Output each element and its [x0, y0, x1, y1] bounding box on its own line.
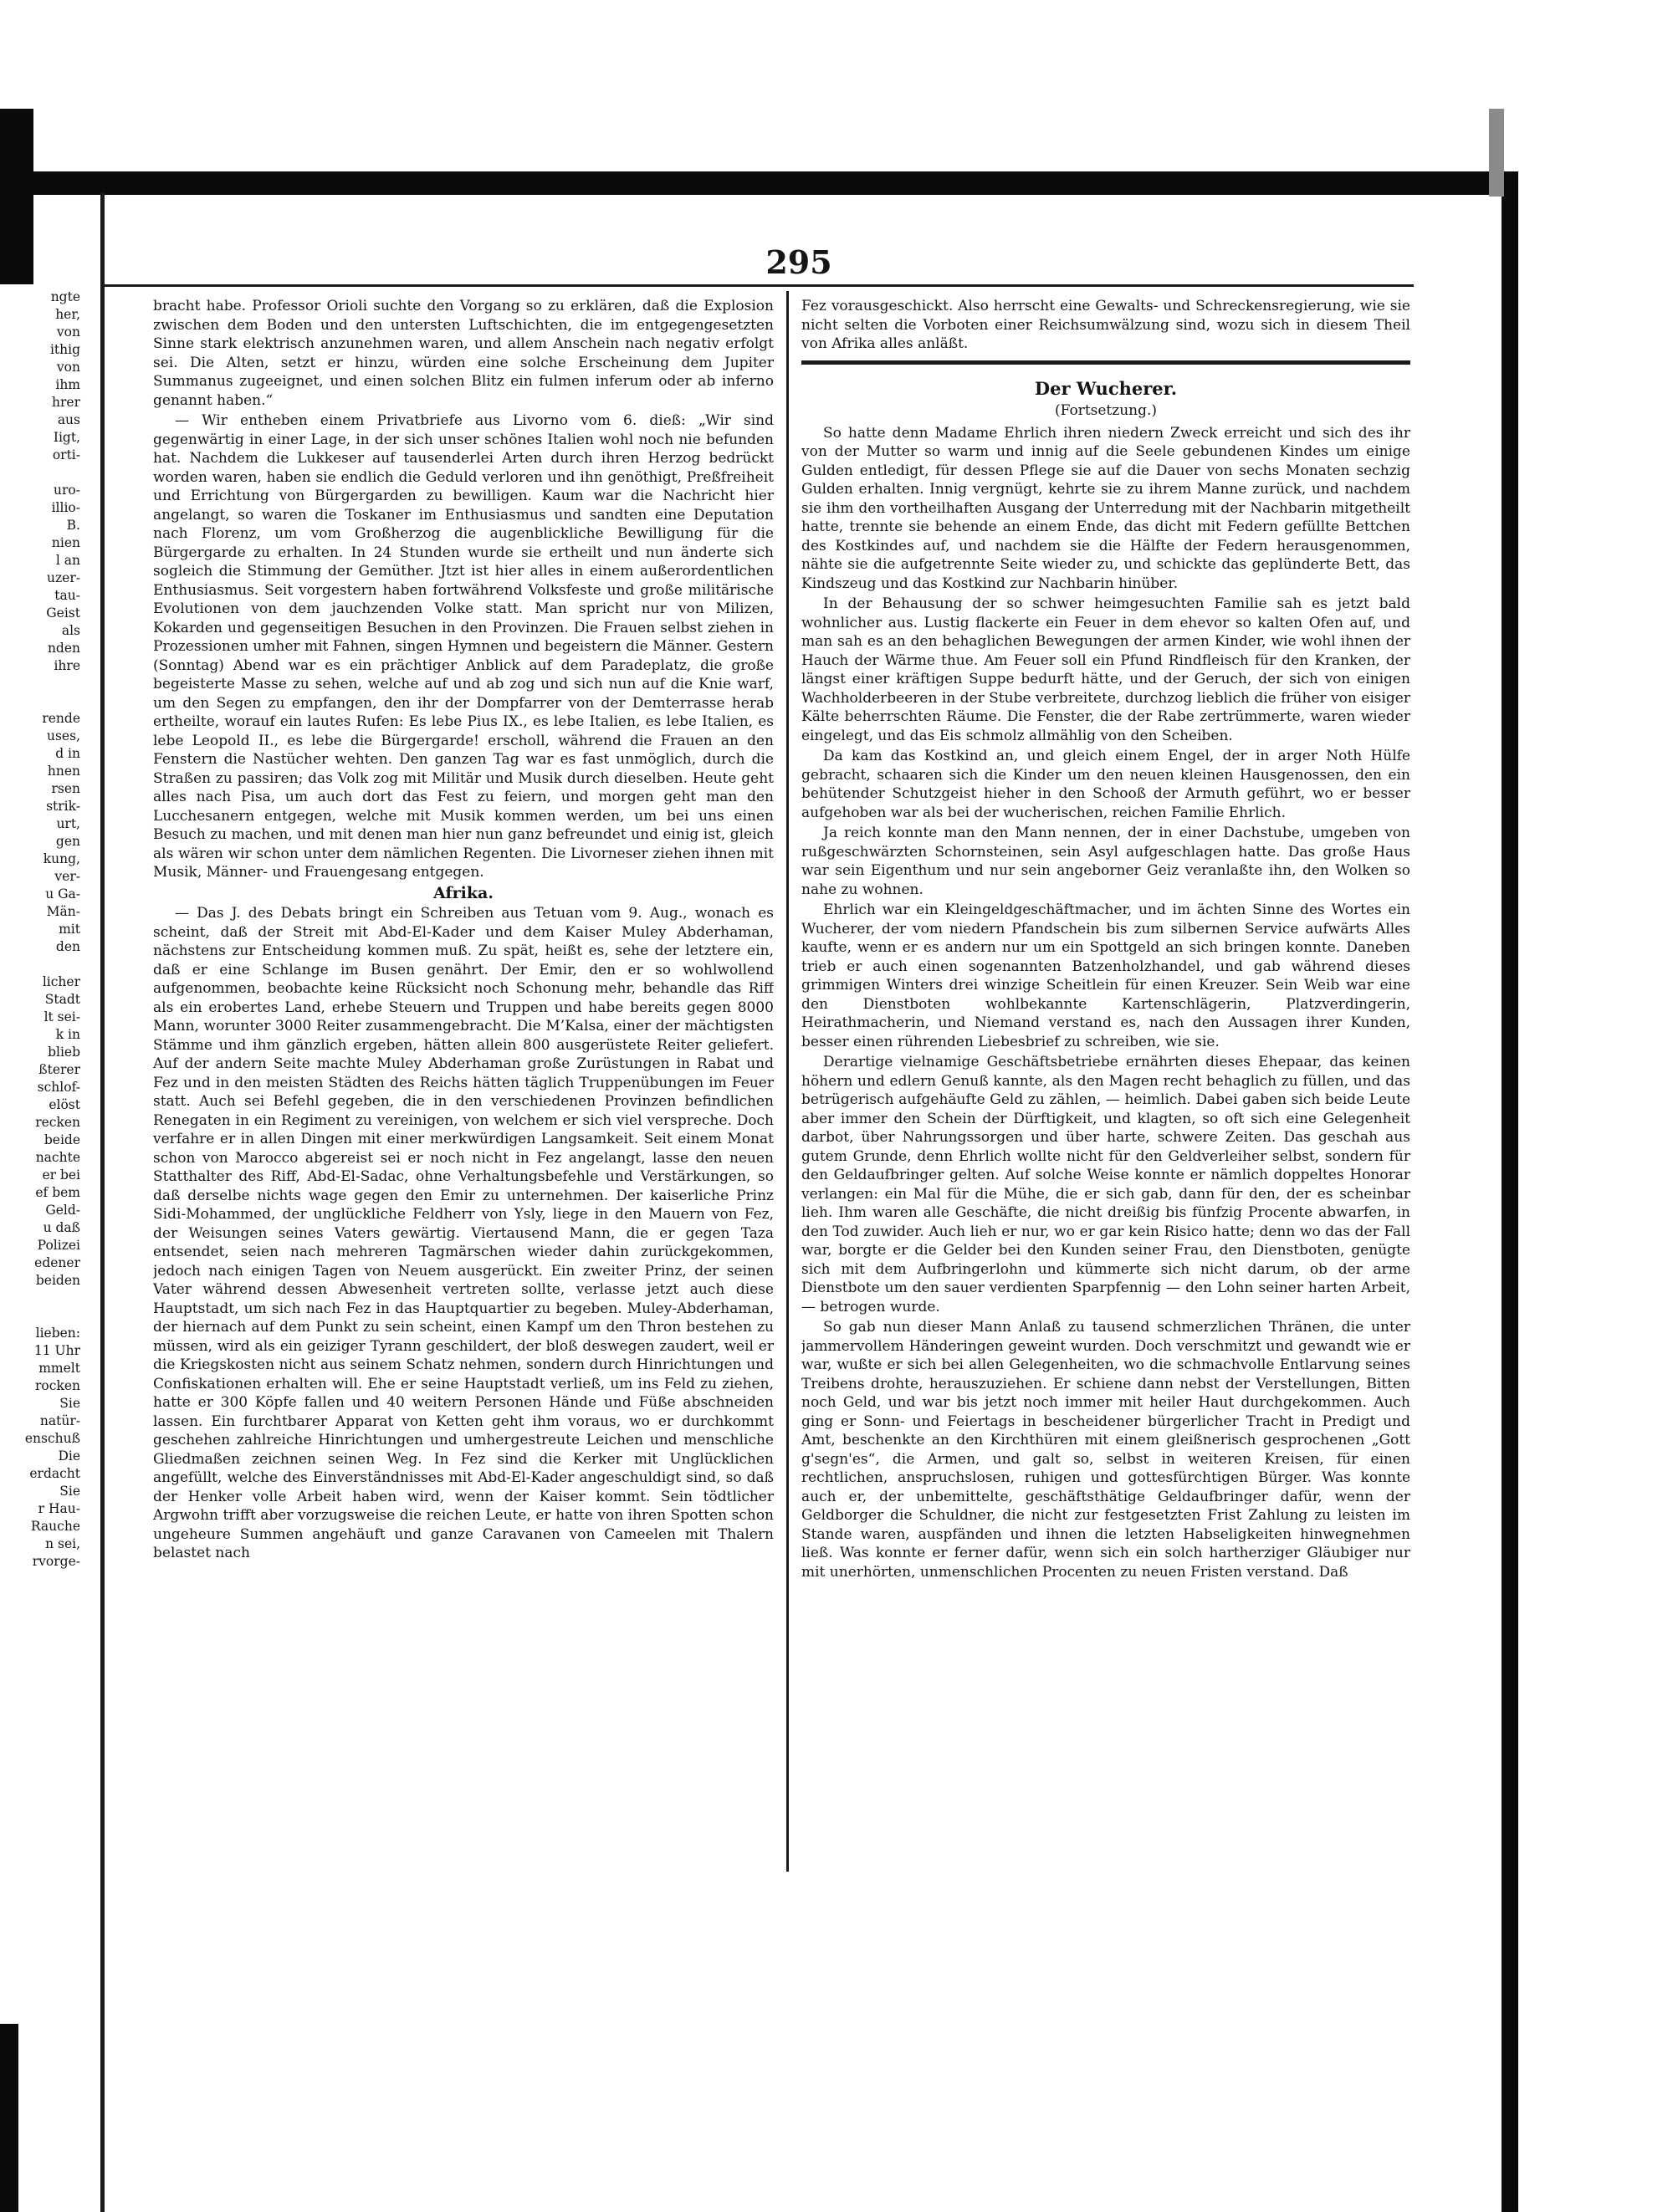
previous-page-fragment: ver-	[54, 869, 80, 884]
paragraph-orioli: bracht habe. Professor Orioli suchte den Vorgang so zu erklären, daß die Explosion zwischen dem Boden und den untersten Luftschichten, die im entgegengesetzten Sinne stark elektrisch anzunehmen waren, und allem Anschein nach negativ erfolgt sei. Die Alten, setzt er hinzu, würden eine solche Erscheinung dem Jupiter Summanus zugeeignet, und einen solchen Blitz ein fulmen inferum oder ab inferno genannt haben.“	[153, 298, 774, 409]
scan-edge-right	[1502, 188, 1518, 2212]
previous-page-fragment: orti-	[52, 447, 80, 462]
previous-page-fragment: mmelt	[38, 1361, 80, 1376]
story-paragraph: So hatte denn Madame Ehrlich ihren niedern Zweck erreicht und sich des ihr von der Mutter so warm und innig auf die Seele gebundenen Kindes um einige Gulden entledigt, für dessen Pflege sie auf die Dauer von sechs Monaten sechzig Gulden erhalten. Innig vergnügt, kehrte sie zu ihrem Manne zurück, und nachdem sie ihm den vortheilhaften Ausgang der Unterredung mit der Nachbarin mitgetheilt hatte, trennte sie behende an einem Ende, das dicht mit Federn gefüllte Bettchen des Kostkindes auf, und nachdem sie die Hälfte der Federn herausgenommen, nähte sie die aufgetrennte Seite wieder zu, und schickte das geplünderte Bett, das Kindszeug und das Kostkind zur Nachbarin hinüber.	[801, 424, 1410, 592]
previous-page-fragment: ef bem	[35, 1185, 80, 1200]
previous-page-fragment: Rauche	[30, 1519, 80, 1534]
previous-page-fragment: hrer	[52, 395, 80, 410]
story-paragraph: Derartige vielnamige Geschäftsbetriebe ernährten dieses Ehepaar, das keinen höhern und edlern Genuß kannte, als den Magen recht behaglich zu füllen, und das betrügerisch aufgehäufte Geld zu zählen, — heimlich. Dabei gaben sich beide Leute aber immer den Schein der Dürftigkeit, und klagten, so oft sich eine Gelegenheit darbot, über Nahrungssorgen und über harte, schwere Zeiten. Das geschah aus gutem Grunde, denn Ehrlich wollte nicht für den Geldverleiher selbst, sondern für den Geldaufbringer gelten. Auf solche Weise konnte er nämlich doppeltes Honorar verlangen: ein Mal für die Mühe, die er sich gab, dann für den, der es scheinbar lieh. Ihm waren alle Geschäfte, die nicht dreißig bis fünfzig Procente abwarfen, in den Tod zuwider. Auch lieh er nur, wo er gar kein Risico hatte; denn wo das der Fall war, borgte er die Gelder bei den Kunden seiner Frau, den Dienstboten, genügte sich mit dem Aufbringerlohn und kümmerte sich nicht darum, ob der arme Dienstbote um den sauer verdienten Sparpfennig — den Lohn seiner harten Arbeit, — betrogen wurde.	[801, 1054, 1410, 1315]
previous-page-fragment: tau-	[54, 588, 80, 603]
previous-page-fragment: urt,	[56, 816, 80, 831]
previous-page-fragment: mit	[59, 922, 80, 937]
previous-page-fragment: rocken	[35, 1378, 80, 1393]
previous-page-fragment: Sie	[59, 1484, 80, 1499]
previous-page-fragment: erdacht	[29, 1466, 80, 1481]
previous-page-fragment: von	[56, 360, 80, 375]
scan-edge-top	[33, 171, 1518, 195]
story-paragraph: In der Behausung der so schwer heimgesuchten Familie sah es jetzt bald wohnlicher aus. Lustig flackerte ein Feuer in dem ehevor so kalten Ofen auf, und man sah es an den behaglichen Bewegungen der armen Kinder, wie wohl ihnen der Hauch der Wärme thue. Am Feuer soll ein Pfund Rindfleisch für den Kranken, der längst einer kräftigen Suppe bedurft hätte, und der Geruch, der sich von einigen Wachholderbeeren in der Stube verbreitete, durchzog lieblich die früher von eisiger Kälte beherrschten Räume. Die Fenster, die der Rabe zertrümmerte, waren wieder eingelegt, und das Eis schmolz allmählig von den Scheiben.	[801, 595, 1410, 744]
previous-page-fragment: rsen	[51, 781, 80, 796]
previous-page-fragment: nachte	[35, 1150, 80, 1165]
previous-page-fragment: enschuß	[24, 1431, 80, 1446]
section-divider	[801, 360, 1410, 365]
previous-page-fragment: B.	[66, 518, 80, 533]
previous-page-fragment: hnen	[47, 764, 80, 779]
previous-page-fragment: k in	[55, 1027, 80, 1042]
previous-page-fragment: Stadt	[44, 992, 80, 1007]
previous-page-fragment	[0, 675, 84, 692]
previous-page-fragment: beiden	[35, 1273, 80, 1288]
right-column	[801, 297, 1410, 1869]
scan-edge-right-gray	[1489, 109, 1504, 197]
story-title: Der Wucherer.	[1034, 377, 1178, 399]
previous-page-fragment: recken	[35, 1115, 80, 1130]
previous-page-fragment: lt sei-	[43, 1009, 80, 1024]
previous-page-fragment: den	[55, 939, 80, 954]
previous-page-fragment: beide	[43, 1132, 80, 1147]
previous-page-fragment: er bei	[42, 1167, 80, 1183]
previous-page-fragment	[0, 1290, 84, 1307]
previous-page-fragment: ngte	[50, 289, 80, 304]
previous-page-fragment: edener	[34, 1255, 80, 1270]
story-subtitle: (Fortsetzung.)	[1054, 402, 1158, 419]
previous-page-fragment: ihre	[54, 658, 80, 673]
previous-page-fragment: von	[56, 324, 80, 340]
scan-edge-top-left	[0, 109, 33, 284]
previous-page-fragment: u Ga-	[45, 886, 80, 902]
previous-page-fragment: aus	[57, 412, 80, 427]
gutter-rule-left	[100, 192, 105, 2212]
previous-page-fragment: u daß	[43, 1220, 80, 1235]
scan-edge-bottom-left	[0, 2024, 18, 2212]
previous-page-fragment: ithig	[49, 342, 80, 357]
previous-page-fragment: l an	[55, 553, 80, 568]
previous-page-fragment: rende	[42, 711, 80, 726]
previous-page-fragment: Polizei	[37, 1238, 80, 1253]
previous-page-fragment: uzer-	[47, 570, 80, 585]
previous-page-fragment: schlof-	[37, 1080, 80, 1095]
paragraph-livorno: — Wir entheben einem Privatbriefe aus Livorno vom 6. dieß: „Wir sind gegenwärtig in einer Lage, in der sich unser schönes Italien wohl noch nie befunden hat. Nachdem die Lukkeser auf tausenderlei Arten durch ihren Herzog bedrückt worden waren, haben sie endlich die Geduld verloren und ihn genöthigt, Preßfreiheit und Errichtung von Bürgergarden zu bewilligen. Kaum war die Nachricht hier angelangt, so waren die Toskaner im Enthusiasmus und sandten eine Deputation nach Florenz, um vom Großherzog die augenblickliche Bewilligung für die Bürgergarde zu erhalten. In 24 Stunden wurde sie ertheilt und nun änderte sich sogleich die Stimmung der Gemüther. Jtzt ist hier alles in einem außerordentlichen Enthusiasmus. Seit vorgestern haben fortwährend Volksfeste und große militärische Evolutionen von dem jauchzenden Volke statt. Man spricht nur von Milizen, Kokarden und gegenseitigen Besuchen in den Provinzen. Die Frauen selbst ziehen in Prozessionen umher mit Fahnen, singen Hymnen und begeistern die Männer. Gestern (Sonntag) Abend war es ein prächtiger Anblick auf dem Paradeplatz, die große begeisterte Masse zu sehen, welche auf und ab zog und sich nun auf die Knie warf, um den Segen zu empfangen, den ihr der Dompfarrer von der Demterrasse herab ertheilte, worauf ein lautes Rufen: Es lebe Pius IX., es lebe Italien, es lebe Italien, es lebe Leopold II., es lebe die Bürgergarde! erscholl, während die Frauen an den Fenstern die Nastücher wehten. Den ganzen Tag war es fast unmöglich, durch die Straßen zu passiren; das Volk zog mit Militär und Musik durch dieselben. Heute geht alles nach Pisa, um auch dort das Fest zu feiern, und morgen geht man den Lucchesanern entgegen, welche mit Musik kommen werden, um bei uns einen Besuch zu machen, und mit denen man hier nun ganz befreundet und einig ist, gleich als wären wir schon unter dem nämlichen Regenten. Die Livorneser ziehen ihnen mit Musik, Männer- und Frauengesang entgegen.	[153, 412, 774, 881]
previous-page-fragment: Geist	[46, 605, 80, 621]
previous-page-fragment: licher	[42, 974, 80, 989]
left-column	[153, 297, 774, 1869]
story-paragraph: So gab nun dieser Mann Anlaß zu tausend schmerzlichen Thränen, die unter jammervollem Händeringen geweint wurden. Doch verschmitzt und gewandt wie er war, wußte er sich bei allen Gelegenheiten, wo die schmachvolle Entlarvung seines Treibens drohte, herauszuziehen. Er schiene dann nebst der Verstellungen, Bitten noch Geld, und war bis jetzt noch immer mit heiler Haut durchgekommen. Auch ging er Sonn- und Feiertags in bescheidener bürgerlicher Tracht in Predigt und Amt, beschenkte an den Kirchthüren mit einem gleißnerisch gesprochenen „Gott g'segn'es“, die Armen, und galt so, selbst in weiteren Kreisen, für einen rechtlichen, anspruchslosen, ruhigen und gottesfürchtigen Bürger. Was konnte auch er, der unbemittelte, geschäftsthätige Geldaufbringer dafür, wenn der Geldborger die Schuldner, die nicht zur festgesetzten Frist Zahlung zu leisten im Stande waren, auspfänden und ihnen die letzten Habseligkeiten hinwegnehmen ließ. Was konnte er ferner dafür, wenn sich ein solch hartherziger Gläubiger nur mit unerhörten, unmenschlichen Procenten zu neuen Fristen verstand. Daß	[801, 1319, 1410, 1581]
previous-page-fragment	[0, 692, 84, 710]
column-divider	[786, 291, 789, 1872]
previous-page-fragment: natür-	[39, 1413, 80, 1428]
paragraph-tetuan: — Das J. des Debats bringt ein Schreiben aus Tetuan vom 9. Aug., wonach es scheint, daß der Streit mit Abd-El-Kader und dem Kaiser Muley Abderhaman, nächstens zur Entscheidung kommen muß. Zu spät, heißt es, sehe der letztere ein, daß er eine Schlange im Busen genährt. Der Emir, den er so wohlwollend aufgenommen, beobachte keine Rücksicht noch Schonung mehr, behandle das Riff als ein erobertes Land, erhebe Steuern und Truppen und habe bereits gegen 8000 Mann, worunter 3000 Reiter zusammengebracht. Die M’Kalsa, einer der mächtigsten Stämme und ihm gänzlich ergeben, hätten allein 800 ausgerüstete Reiter geliefert. Auf der andern Seite machte Muley Abderhaman große Zurüstungen in Rabat und Fez und in den meisten Städten des Reichs hätten täglich Truppenübungen im Feuer statt. Auch sei Befehl gegeben, die in den verschiedenen Provinzen befindlichen Renegaten in ein Regiment zu vereinigen, von welchem er sich viel verspreche. Doch verfahre er in allen Dingen mit einer merkwürdigen Langsamkeit. Seit einem Monat schon von Marocco abgereist sei er noch nicht in Fez angelangt, lasse den neuen Statthalter des Riff, Abd-El-Sadac, ohne Verhaltungsbefehle und Verstärkungen, so daß derselbe nichts wage gegen den Emir zu unternehmen. Der kaiserliche Prinz Sidi-Mohammed, der unglückliche Feldherr von Ysly, liege in den Mauern von Fez, der Weisungen seines Vaters gewärtig. Viertausend Mann, die er gegen Taza entsendet, seien nach mehreren Tagmärschen wieder dahin zurückgekommen, jedoch nach einigen Tagen von Neuem ausgerückt. Ein zweiter Prinz, der seinen Vater während dessen Abwesenheit vertreten sollte, verlasse jetzt auch diese Hauptstadt, um sich nach Fez in das Hauptquartier zu begeben. Muley-Abderhaman, der hiernach auf dem Punkt zu sein scheint, einen Kampf um den Thron bestehen zu müssen, wird als ein geiziger Tyrann geschildert, der bloß deswegen zaudert, weil er die Kriegskosten nicht aus seinem Schatz nehmen, sondern durch Hinrichtungen und Confiskationen erhalten will. Ehe er seine Hauptstadt verließ, um ins Feld zu ziehen, hatte er 300 Köpfe fallen und 40 weitern Personen Hände und Füße abschneiden lassen. Ein furchtbarer Apparat von Ketten geht ihm voraus, wo er durchkommt geschehen zahlreiche Hinrichtungen und umhergestreute Leichen und menschliche Gliedmaßen zeichnen seinen Weg. In Fez sind die Kerker mit Unglücklichen angefüllt, welche des Einverständnisses mit Abd-El-Kader angeschuldigt sind, so daß der Henker volle Arbeit haben wird, wenn der Kaiser kommt. Sein tödtlicher Argwohn trifft aber vorzugsweise die reichen Leute, er hatte von ihren Spotten schon ungeheure Summen angehäuft und ganze Caravanen von Cameelen mit Thalern belastet nach	[153, 905, 774, 1561]
previous-page-fragment: uses,	[47, 728, 80, 743]
previous-page-fragment: Sie	[59, 1396, 80, 1411]
previous-page-fragment: gen	[55, 834, 80, 849]
previous-page-fragment: elöst	[49, 1097, 80, 1112]
previous-page-fragment: Die	[58, 1448, 80, 1464]
previous-page-fragment: 11 Uhr	[33, 1343, 80, 1358]
previous-page-fragment: her,	[55, 307, 80, 322]
previous-page-fragment	[0, 464, 84, 482]
story-paragraph: Ehrlich war ein Kleingeldgeschäftmacher, und im ächten Sinne des Wortes ein Wucherer, der vom niedern Pfandschein bis zum silbernen Service aufwärts Alles kaufte, wenn er es andern nur um ein Spottgeld an sich bringen konnte. Daneben trieb er auch einen sogenannten Batzenholzhandel, und gab während dieses grimmigen Winters drei winzige Scheitlein für einen Kreuzer. Sein Weib war eine den Dienstboten wohlbekannte Kartenschlägerin, Platzverdingerin, Heirathmacherin, und Niemand verstand es, nach den Aussagen ihrer Kunden, besser einen rührenden Liebesbrief zu schreiben, wie sie.	[801, 902, 1410, 1050]
previous-page-fragment: Män-	[46, 904, 80, 919]
previous-page-fragment: illio-	[51, 500, 80, 515]
story-paragraph: Ja reich konnte man den Mann nennen, der in einer Dachstube, umgeben von rußgeschwärzten Schornsteinen, sein Asyl aufgeschlagen hatte. Das große Haus war sein Eigenthum und nur sein angeborner Geiz veranlaßte ihn, den Wolken so nahe zu wohnen.	[801, 825, 1410, 898]
header-rule	[105, 284, 1414, 287]
previous-page-fragment: als	[61, 623, 80, 638]
previous-page-fragment	[0, 1307, 84, 1325]
previous-page-fragment: d in	[55, 746, 80, 761]
previous-page-fragment: blieb	[48, 1045, 80, 1060]
previous-page-fragment: r Hau-	[38, 1501, 80, 1516]
story-paragraph: Da kam das Kostkind an, und gleich einem Engel, der in arger Noth Hülfe gebracht, schaaren sich die Kinder um den neuen kleinen Hausgenossen, den ein behütender Schutzgeist hieher in den Schooß der Armuth geführt, wo er besser aufgehoben war als bei der wucherischen, reichen Familie Ehrlich.	[801, 748, 1410, 821]
previous-page-fragment: Geld-	[45, 1203, 80, 1218]
previous-page-fragment	[0, 956, 84, 973]
previous-page-fragment: rvorge-	[32, 1554, 80, 1569]
previous-page-fragment: kung,	[43, 851, 80, 866]
previous-page-fragment: uro-	[54, 483, 80, 498]
section-heading-afrika: Afrika.	[433, 883, 494, 902]
previous-page-fragment: strik-	[46, 799, 80, 814]
paragraph-fez: Fez vorausgeschickt. Also herrscht eine Gewalts- und Schreckensregierung, wie sie nicht selten die Vorboten einer Reichsumwälzung sind, wozu sich in diesem Theil von Afrika alles anläßt.	[801, 298, 1410, 352]
previous-page-fragment: Iigt,	[53, 430, 80, 445]
previous-page-fragment: ßterer	[38, 1062, 80, 1077]
previous-page-fragments	[0, 289, 84, 1727]
previous-page-fragment: nden	[47, 641, 80, 656]
page-number: 295	[765, 243, 832, 281]
previous-page-fragment: n sei,	[45, 1536, 80, 1551]
previous-page-fragment: lieben:	[35, 1326, 80, 1341]
previous-page-fragment: nien	[51, 535, 80, 550]
previous-page-fragment: ihm	[55, 377, 80, 392]
